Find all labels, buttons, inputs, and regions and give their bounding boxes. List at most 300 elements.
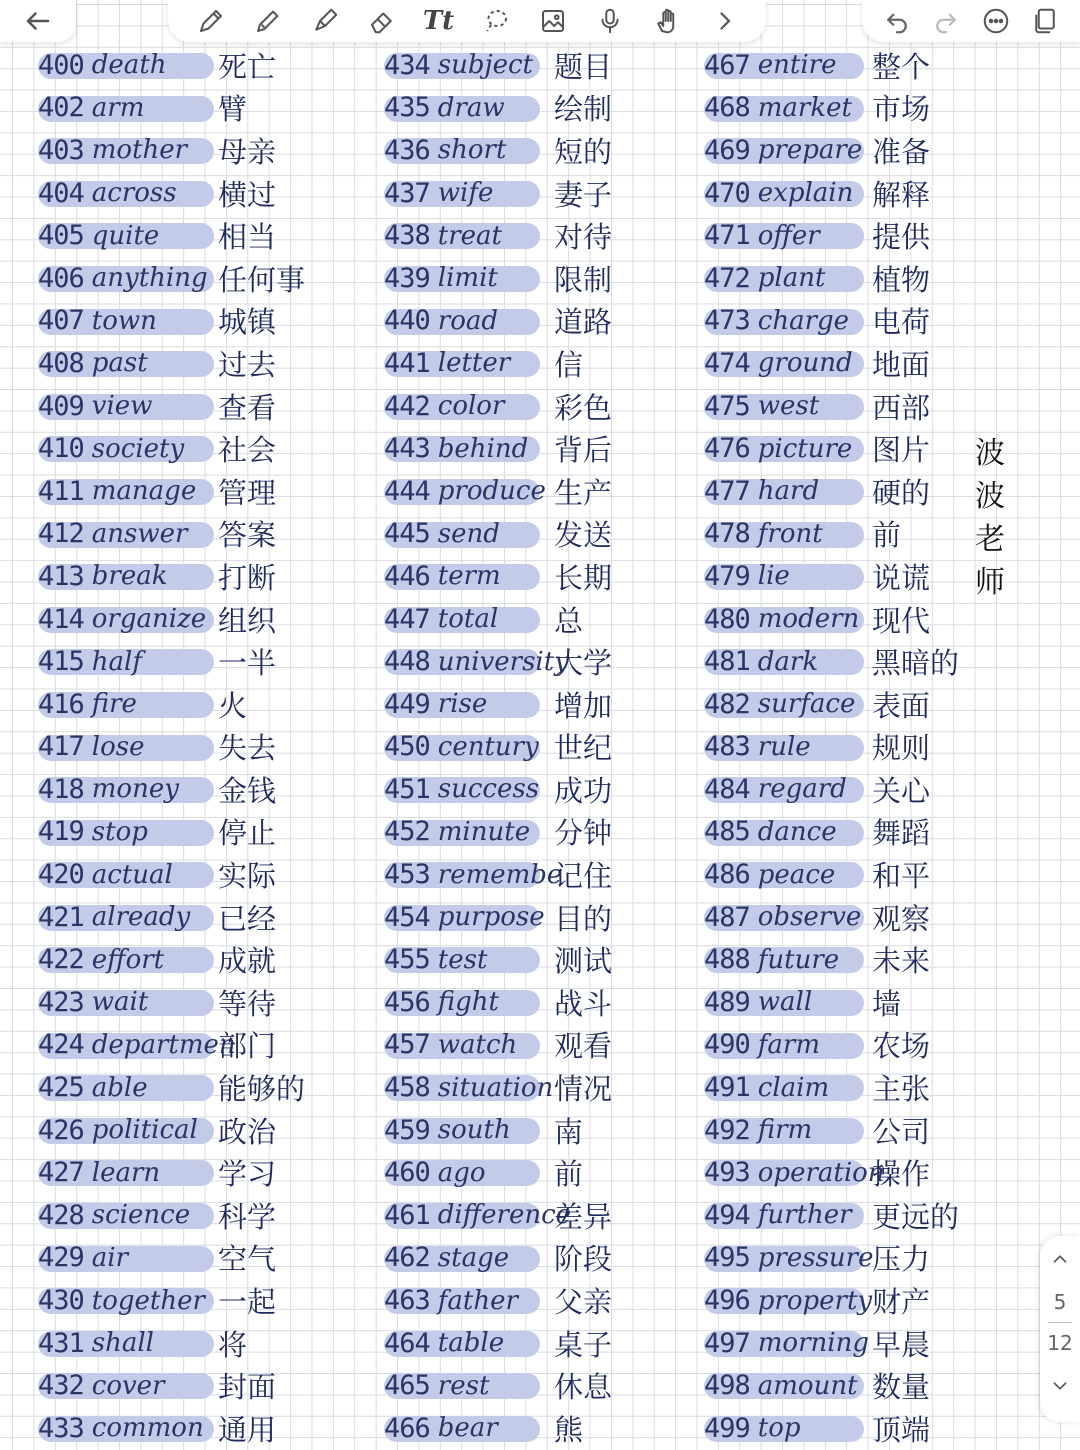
vocab-row bbox=[384, 768, 613, 811]
page-up-button[interactable] bbox=[1040, 1236, 1080, 1282]
english-word: wife bbox=[437, 178, 494, 209]
undo-icon[interactable] bbox=[880, 4, 914, 38]
vocab-row bbox=[384, 853, 613, 896]
vocab-row bbox=[384, 129, 613, 172]
word-number: 478 bbox=[704, 518, 750, 550]
chinese-meaning: 学习 bbox=[218, 1157, 277, 1192]
vocab-row bbox=[384, 1024, 613, 1067]
word-number: 477 bbox=[704, 475, 750, 507]
word-number: 413 bbox=[38, 560, 84, 592]
english-word: lose bbox=[91, 731, 145, 762]
vocab-row bbox=[38, 342, 277, 385]
chinese-meaning: 财产 bbox=[872, 1285, 931, 1320]
word-number: 485 bbox=[704, 816, 750, 848]
word-number: 446 bbox=[384, 560, 430, 592]
vocab-row bbox=[38, 172, 277, 215]
chinese-meaning: 答案 bbox=[218, 518, 277, 553]
word-number: 496 bbox=[704, 1285, 750, 1317]
back-arrow-icon[interactable] bbox=[21, 4, 55, 38]
chinese-meaning: 休息 bbox=[554, 1370, 613, 1405]
side-char: 师 bbox=[975, 565, 1005, 600]
word-number: 424 bbox=[38, 1029, 84, 1061]
chinese-meaning: 未来 bbox=[872, 944, 931, 979]
chinese-meaning: 整个 bbox=[872, 49, 931, 84]
english-word: shall bbox=[91, 1328, 155, 1359]
english-word: university bbox=[437, 646, 569, 677]
chinese-meaning: 战斗 bbox=[554, 986, 613, 1021]
vocab-row bbox=[384, 172, 613, 215]
english-word: past bbox=[91, 348, 148, 379]
word-number: 484 bbox=[704, 773, 750, 805]
chinese-meaning: 测试 bbox=[554, 944, 613, 979]
english-word: science bbox=[91, 1200, 191, 1231]
side-signature bbox=[972, 432, 1008, 604]
chinese-meaning: 目的 bbox=[554, 901, 613, 936]
english-word: remembe bbox=[437, 859, 563, 890]
vocab-row bbox=[38, 129, 277, 172]
vocab-row bbox=[38, 1194, 277, 1237]
word-number: 419 bbox=[38, 816, 84, 848]
english-word: quite bbox=[91, 220, 160, 251]
english-word: departmen bbox=[91, 1029, 236, 1060]
text-tool-icon[interactable] bbox=[422, 4, 456, 38]
lasso-icon[interactable] bbox=[479, 4, 513, 38]
vocab-row bbox=[38, 1407, 277, 1450]
eraser-icon[interactable] bbox=[365, 4, 399, 38]
chinese-meaning: 打断 bbox=[218, 560, 277, 595]
word-number: 433 bbox=[38, 1412, 84, 1444]
word-number: 460 bbox=[384, 1157, 430, 1189]
side-char: 老 bbox=[975, 522, 1005, 557]
vocab-row bbox=[384, 1237, 613, 1280]
english-word: actual bbox=[91, 859, 173, 890]
chinese-meaning: 成就 bbox=[218, 944, 277, 979]
vocab-row bbox=[704, 1109, 931, 1152]
word-number: 409 bbox=[38, 390, 84, 422]
toolbar-left bbox=[0, 0, 76, 42]
chinese-meaning: 阶段 bbox=[554, 1242, 613, 1277]
english-word: short bbox=[437, 135, 507, 166]
vocab-row bbox=[38, 598, 277, 641]
vocab-row bbox=[384, 1194, 613, 1237]
vocab-row bbox=[38, 1279, 277, 1322]
vocab-row bbox=[384, 683, 613, 726]
chinese-meaning: 墙 bbox=[872, 986, 902, 1021]
english-word: fire bbox=[91, 689, 137, 720]
word-number: 432 bbox=[38, 1370, 84, 1402]
english-word: wall bbox=[757, 987, 813, 1018]
chinese-meaning: 顶端 bbox=[872, 1412, 931, 1447]
english-word: manage bbox=[91, 476, 197, 507]
word-number: 431 bbox=[38, 1327, 84, 1359]
chevron-up-icon bbox=[1049, 1248, 1071, 1270]
toolbar-right bbox=[862, 0, 1080, 42]
english-word: minute bbox=[437, 816, 531, 847]
word-number: 416 bbox=[38, 688, 84, 720]
chinese-meaning: 农场 bbox=[872, 1029, 931, 1064]
chinese-meaning: 妻子 bbox=[554, 177, 613, 212]
english-word: draw bbox=[437, 92, 505, 123]
english-word: money bbox=[91, 774, 179, 805]
english-word: mother bbox=[91, 135, 188, 166]
english-word: produce bbox=[437, 476, 546, 507]
vocab-row bbox=[38, 214, 277, 257]
vocab-row bbox=[38, 1024, 277, 1067]
english-word: west bbox=[757, 391, 820, 422]
english-word: treat bbox=[437, 220, 502, 251]
chinese-meaning: 社会 bbox=[218, 433, 277, 468]
word-number: 450 bbox=[384, 731, 430, 763]
word-number: 464 bbox=[384, 1327, 430, 1359]
english-word: situation bbox=[437, 1072, 554, 1103]
vocab-row bbox=[384, 427, 613, 470]
vocab-row bbox=[38, 981, 277, 1024]
hand-icon[interactable] bbox=[650, 4, 684, 38]
redo-icon[interactable] bbox=[929, 4, 963, 38]
vocab-row bbox=[38, 1066, 306, 1109]
vocab-row bbox=[384, 385, 613, 428]
chinese-meaning: 记住 bbox=[554, 859, 613, 894]
chinese-meaning: 和平 bbox=[872, 859, 931, 894]
pages-icon[interactable] bbox=[1028, 4, 1062, 38]
word-number: 410 bbox=[38, 433, 84, 465]
english-word: term bbox=[437, 561, 501, 592]
chinese-meaning: 长期 bbox=[554, 560, 613, 595]
chinese-meaning: 死亡 bbox=[218, 49, 277, 84]
word-number: 463 bbox=[384, 1285, 430, 1317]
chinese-meaning: 增加 bbox=[554, 688, 613, 723]
vocab-row bbox=[38, 768, 277, 811]
vocab-row bbox=[384, 726, 613, 769]
word-number: 451 bbox=[384, 773, 430, 805]
english-word: surface bbox=[757, 689, 856, 720]
word-number: 435 bbox=[384, 92, 430, 124]
english-word: limit bbox=[437, 263, 498, 294]
english-word: effort bbox=[91, 944, 165, 975]
text-tool-glyph: Tt bbox=[422, 6, 455, 36]
vocab-row bbox=[704, 1279, 931, 1322]
image-icon[interactable] bbox=[536, 4, 570, 38]
total-pages: 12 bbox=[1047, 1331, 1073, 1355]
word-number: 447 bbox=[384, 603, 430, 635]
chinese-meaning: 等待 bbox=[218, 986, 277, 1021]
english-word: farm bbox=[757, 1029, 820, 1060]
english-word: half bbox=[91, 646, 142, 677]
chinese-meaning: 数量 bbox=[872, 1370, 931, 1405]
vocab-row bbox=[704, 768, 931, 811]
pen-icon[interactable] bbox=[194, 4, 228, 38]
chinese-meaning: 背后 bbox=[554, 433, 613, 468]
chinese-meaning: 观看 bbox=[554, 1029, 613, 1064]
chinese-meaning: 一起 bbox=[218, 1285, 277, 1320]
word-number: 499 bbox=[704, 1412, 750, 1444]
chinese-meaning: 母亲 bbox=[218, 134, 277, 169]
english-word: observe bbox=[757, 902, 862, 933]
chinese-meaning: 组织 bbox=[218, 603, 277, 638]
vocab-row bbox=[384, 342, 584, 385]
vocab-row bbox=[704, 172, 931, 215]
vocab-row bbox=[704, 214, 931, 257]
word-number: 403 bbox=[38, 134, 84, 166]
english-word: together bbox=[91, 1285, 205, 1316]
chinese-meaning: 查看 bbox=[218, 390, 277, 425]
english-word: lie bbox=[757, 561, 790, 592]
word-number: 437 bbox=[384, 177, 430, 209]
word-number: 439 bbox=[384, 262, 430, 294]
english-word: total bbox=[437, 604, 499, 635]
english-word: claim bbox=[757, 1072, 830, 1103]
chinese-meaning: 总 bbox=[554, 603, 584, 638]
word-number: 414 bbox=[38, 603, 84, 635]
word-number: 479 bbox=[704, 560, 750, 592]
english-word: peace bbox=[757, 859, 836, 890]
vocab-row bbox=[38, 1364, 277, 1407]
vocab-row bbox=[704, 44, 931, 87]
english-word: operation bbox=[757, 1157, 885, 1188]
english-word: charge bbox=[757, 305, 850, 336]
word-number: 494 bbox=[704, 1199, 750, 1231]
page-navigator bbox=[1040, 1236, 1080, 1422]
word-number: 488 bbox=[704, 944, 750, 976]
word-number: 418 bbox=[38, 773, 84, 805]
current-page: 5 bbox=[1053, 1290, 1067, 1314]
more-icon[interactable] bbox=[979, 4, 1013, 38]
word-number: 493 bbox=[704, 1157, 750, 1189]
chinese-meaning: 能够的 bbox=[218, 1072, 306, 1107]
english-word: stage bbox=[437, 1242, 510, 1273]
chinese-meaning: 公司 bbox=[872, 1114, 931, 1149]
vocab-row bbox=[384, 1279, 613, 1322]
english-word: test bbox=[437, 944, 488, 975]
vocab-row bbox=[704, 1151, 931, 1194]
word-number: 461 bbox=[384, 1199, 430, 1231]
microphone-icon[interactable] bbox=[593, 4, 627, 38]
word-number: 452 bbox=[384, 816, 430, 848]
word-number: 434 bbox=[384, 49, 430, 81]
vocab-row bbox=[704, 1322, 931, 1365]
english-word: view bbox=[91, 391, 153, 422]
chinese-meaning: 前 bbox=[554, 1157, 584, 1192]
chinese-meaning: 前 bbox=[872, 518, 902, 553]
chevron-down-icon bbox=[1049, 1375, 1071, 1397]
vocab-row bbox=[384, 44, 613, 87]
vocab-row bbox=[384, 470, 613, 513]
word-number: 470 bbox=[704, 177, 750, 209]
vocab-row bbox=[38, 938, 277, 981]
vocab-row bbox=[704, 1066, 931, 1109]
word-number: 465 bbox=[384, 1370, 430, 1402]
vocab-row bbox=[38, 896, 277, 939]
chinese-meaning: 一半 bbox=[218, 646, 277, 681]
vocab-row bbox=[704, 1364, 931, 1407]
chinese-meaning: 相当 bbox=[218, 220, 277, 255]
word-number: 481 bbox=[704, 646, 750, 678]
english-word: behind bbox=[437, 433, 529, 464]
word-number: 459 bbox=[384, 1114, 430, 1146]
word-number: 412 bbox=[38, 518, 84, 550]
vocab-row bbox=[38, 853, 277, 896]
chinese-meaning: 桌子 bbox=[554, 1327, 613, 1362]
chinese-meaning: 将 bbox=[218, 1327, 248, 1362]
english-word: bear bbox=[437, 1413, 498, 1444]
vocab-row bbox=[704, 853, 931, 896]
chinese-meaning: 提供 bbox=[872, 220, 931, 255]
chinese-meaning: 政治 bbox=[218, 1114, 277, 1149]
word-number: 423 bbox=[38, 986, 84, 1018]
vocab-row bbox=[38, 555, 277, 598]
word-number: 490 bbox=[704, 1029, 750, 1061]
word-number: 457 bbox=[384, 1029, 430, 1061]
word-number: 453 bbox=[384, 859, 430, 891]
english-word: wait bbox=[91, 987, 149, 1018]
vocab-row bbox=[384, 598, 584, 641]
chinese-meaning: 任何事 bbox=[218, 262, 306, 297]
english-word: morning bbox=[757, 1328, 869, 1359]
english-word: anything bbox=[91, 263, 208, 294]
chinese-meaning: 图片 bbox=[872, 433, 931, 468]
highlighter-icon[interactable] bbox=[308, 4, 342, 38]
chinese-meaning: 压力 bbox=[872, 1242, 931, 1277]
chinese-meaning: 硬的 bbox=[872, 475, 931, 510]
word-number: 436 bbox=[384, 134, 430, 166]
word-number: 405 bbox=[38, 220, 84, 252]
chinese-meaning: 短的 bbox=[554, 134, 613, 169]
word-number: 491 bbox=[704, 1072, 750, 1104]
chevron-right-icon[interactable] bbox=[707, 4, 741, 38]
chinese-meaning: 绘制 bbox=[554, 92, 613, 127]
word-number: 471 bbox=[704, 220, 750, 252]
chinese-meaning: 市场 bbox=[872, 92, 931, 127]
chinese-meaning: 发送 bbox=[554, 518, 613, 553]
english-word: front bbox=[757, 518, 823, 549]
word-number: 440 bbox=[384, 305, 430, 337]
vocab-row bbox=[384, 1364, 613, 1407]
english-word: further bbox=[757, 1200, 852, 1231]
vocab-row bbox=[38, 257, 306, 300]
english-word: firm bbox=[757, 1115, 813, 1146]
word-number: 428 bbox=[38, 1199, 84, 1231]
vocab-row bbox=[704, 598, 931, 641]
vocab-row bbox=[38, 427, 277, 470]
vocab-row bbox=[384, 257, 613, 300]
chinese-meaning: 失去 bbox=[218, 731, 277, 766]
word-number: 411 bbox=[38, 475, 84, 507]
chinese-meaning: 对待 bbox=[554, 220, 613, 255]
english-word: century bbox=[437, 731, 539, 762]
vocab-row bbox=[38, 1237, 277, 1280]
vocab-row bbox=[704, 1194, 960, 1237]
english-word: offer bbox=[757, 220, 820, 251]
chinese-meaning: 早晨 bbox=[872, 1327, 931, 1362]
word-number: 489 bbox=[704, 986, 750, 1018]
english-word: rise bbox=[437, 689, 488, 720]
chinese-meaning: 过去 bbox=[218, 347, 277, 382]
chinese-meaning: 南 bbox=[554, 1114, 584, 1149]
chinese-meaning: 部门 bbox=[218, 1029, 277, 1064]
word-number: 469 bbox=[704, 134, 750, 166]
chinese-meaning: 电荷 bbox=[872, 305, 931, 340]
word-number: 486 bbox=[704, 859, 750, 891]
chinese-meaning: 地面 bbox=[872, 347, 931, 382]
word-number: 455 bbox=[384, 944, 430, 976]
word-number: 441 bbox=[384, 347, 430, 379]
english-word: watch bbox=[437, 1029, 518, 1060]
chinese-meaning: 生产 bbox=[554, 475, 613, 510]
vocab-row bbox=[384, 896, 613, 939]
vocab-row bbox=[38, 385, 277, 428]
chinese-meaning: 更远的 bbox=[872, 1199, 960, 1234]
vocab-row bbox=[704, 1407, 931, 1450]
word-number: 444 bbox=[384, 475, 430, 507]
vocab-row bbox=[384, 1322, 613, 1365]
english-word: already bbox=[91, 902, 191, 933]
english-word: across bbox=[91, 178, 177, 209]
word-number: 467 bbox=[704, 49, 750, 81]
side-char: 波 bbox=[975, 479, 1005, 514]
vocab-row bbox=[704, 1024, 931, 1067]
vocab-row bbox=[704, 87, 931, 130]
word-number: 456 bbox=[384, 986, 430, 1018]
vocab-row bbox=[38, 1322, 248, 1365]
chinese-meaning: 题目 bbox=[554, 49, 613, 84]
chinese-meaning: 舞蹈 bbox=[872, 816, 931, 851]
english-word: color bbox=[437, 391, 505, 422]
word-number: 454 bbox=[384, 901, 430, 933]
chinese-meaning: 现代 bbox=[872, 603, 931, 638]
chinese-meaning: 分钟 bbox=[554, 816, 613, 851]
word-number: 430 bbox=[38, 1285, 84, 1317]
word-number: 415 bbox=[38, 646, 84, 678]
vocab-row bbox=[704, 129, 931, 172]
english-word: success bbox=[437, 774, 540, 805]
english-word: picture bbox=[757, 433, 853, 464]
vocab-row bbox=[384, 981, 613, 1024]
word-number: 475 bbox=[704, 390, 750, 422]
english-word: plant bbox=[757, 263, 826, 294]
chinese-meaning: 停止 bbox=[218, 816, 277, 851]
english-word: regard bbox=[757, 774, 847, 805]
vocab-row bbox=[384, 1151, 584, 1194]
pencil-icon[interactable] bbox=[251, 4, 285, 38]
word-number: 420 bbox=[38, 859, 84, 891]
chinese-meaning: 解释 bbox=[872, 177, 931, 212]
english-word: dance bbox=[757, 816, 837, 847]
word-number: 421 bbox=[38, 901, 84, 933]
vocab-column-1 bbox=[38, 44, 306, 1450]
page-down-button[interactable] bbox=[1040, 1363, 1080, 1409]
vocab-row bbox=[704, 300, 931, 343]
vocab-row bbox=[384, 87, 613, 130]
vocab-row bbox=[38, 470, 277, 513]
word-number: 498 bbox=[704, 1370, 750, 1402]
chinese-meaning: 规则 bbox=[872, 731, 931, 766]
chinese-meaning: 操作 bbox=[872, 1157, 931, 1192]
english-word: society bbox=[91, 433, 185, 464]
english-word: rest bbox=[437, 1370, 490, 1401]
english-word: ago bbox=[437, 1157, 486, 1188]
chinese-meaning: 城镇 bbox=[218, 305, 277, 340]
vocab-row bbox=[38, 513, 277, 556]
english-word: amount bbox=[757, 1370, 858, 1401]
english-word: cover bbox=[91, 1370, 165, 1401]
english-word: modern bbox=[757, 604, 860, 635]
vocab-row bbox=[704, 938, 931, 981]
vocab-row bbox=[38, 640, 277, 683]
vocab-row bbox=[38, 44, 277, 87]
vocab-row bbox=[38, 1151, 277, 1194]
chinese-meaning: 臂 bbox=[218, 92, 248, 127]
vocab-row bbox=[704, 640, 960, 683]
